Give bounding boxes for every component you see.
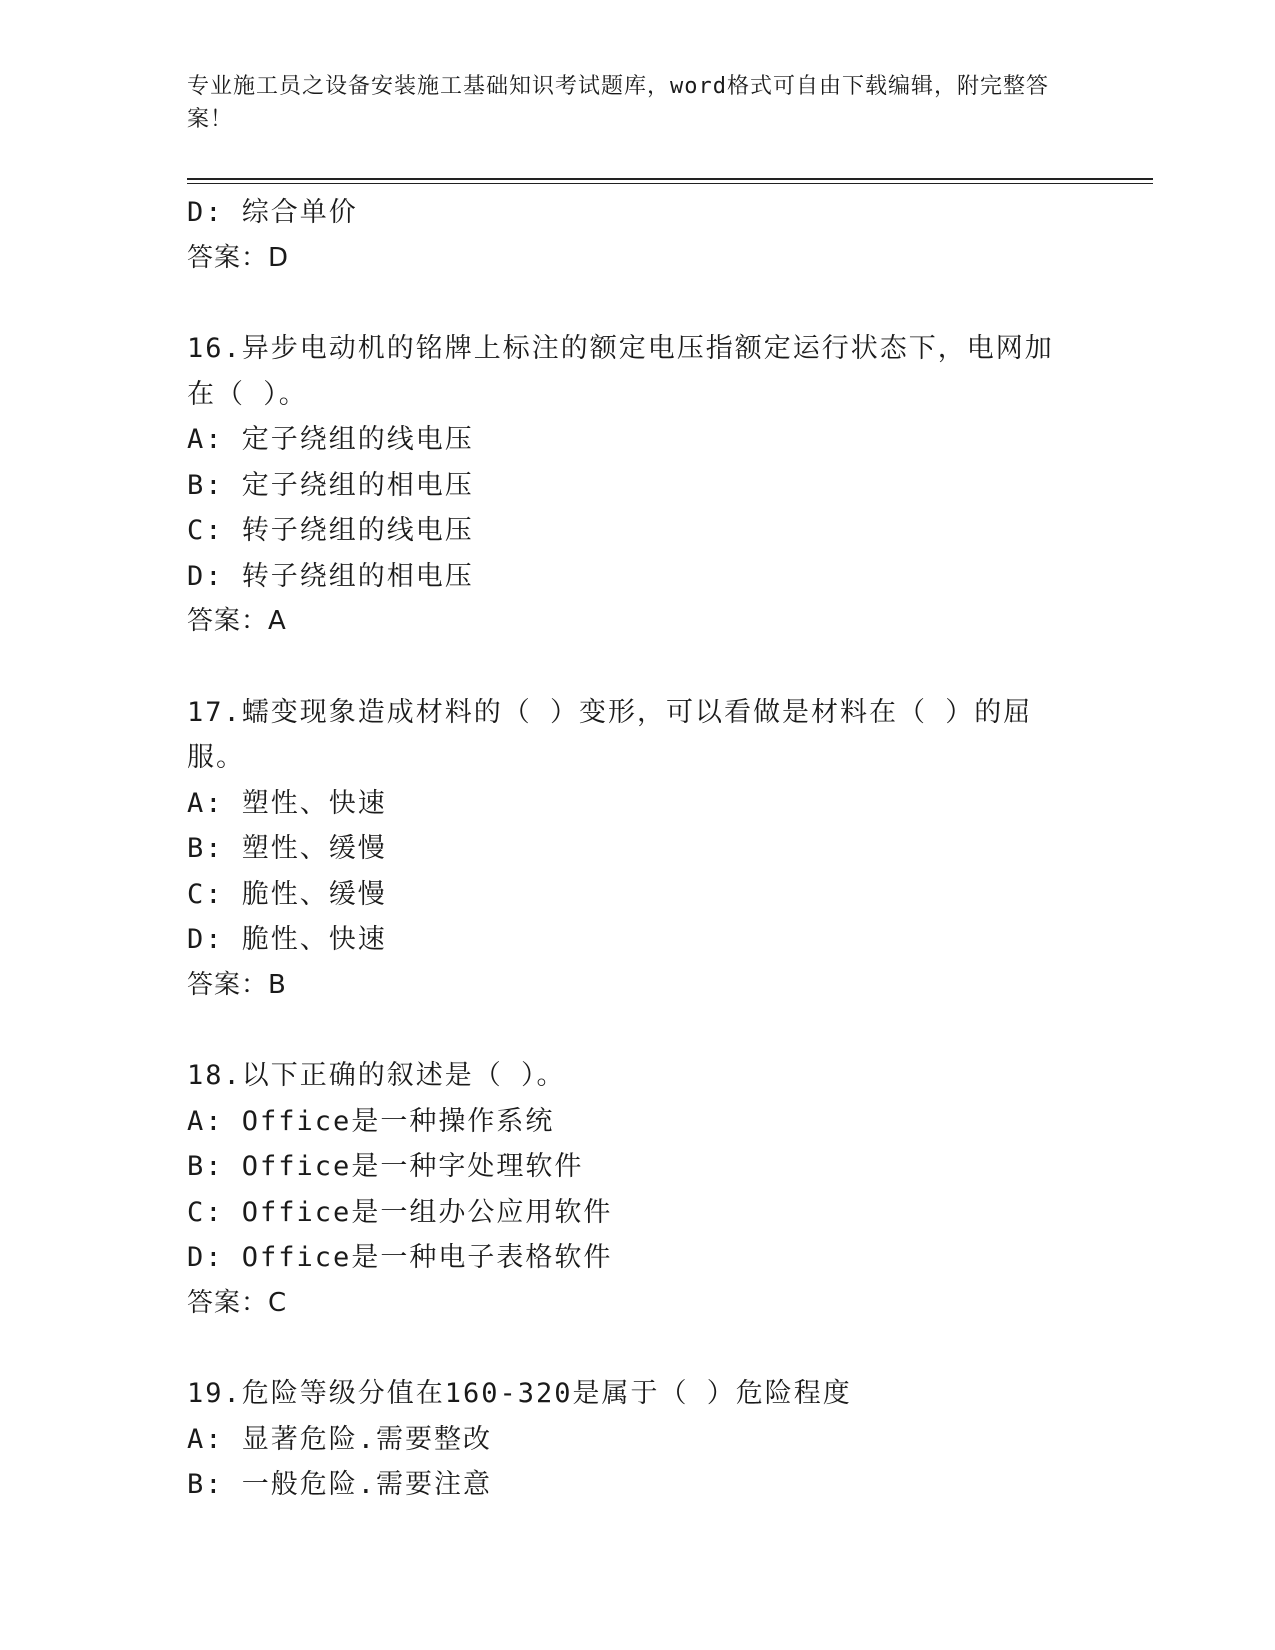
option-text: 转子绕组的相电压 (241, 560, 474, 592)
option-text: 脆性、快速 (241, 924, 387, 955)
question-17 (187, 690, 1087, 1009)
option-c (187, 872, 1087, 918)
option-text: 脆性、缓慢 (241, 878, 387, 910)
option-label: D: (187, 924, 224, 955)
option-a (187, 1417, 1087, 1463)
option-a (187, 781, 1087, 827)
option-b (187, 826, 1087, 872)
option-text: Office是一种字处理软件 (241, 1151, 584, 1182)
option-a (187, 417, 1087, 463)
question-stem: 17.蠕变现象造成材料的（ ）变形，可以看做是材料在（ ）的屈服。 (187, 696, 1033, 773)
answer-line: 答案：B (187, 969, 287, 1000)
option-label: B: (187, 1151, 224, 1182)
option-d (187, 917, 1087, 963)
option-d (187, 1235, 1087, 1281)
option-text: 显著危险.需要整改 (241, 1423, 493, 1455)
question-stem: 19.危险等级分值在160-320是属于（ ）危险程度 (187, 1378, 852, 1409)
option-label: B: (187, 833, 224, 864)
option-label: D: (187, 197, 224, 228)
option-label: C: (187, 1196, 224, 1228)
option-label: A: (187, 424, 224, 455)
answer-line: 答案：C (187, 1287, 288, 1318)
answer-line: 答案：D (187, 242, 290, 273)
option-text: 塑性、快速 (241, 787, 387, 819)
question-18 (187, 1053, 1087, 1326)
question-19 (187, 1371, 1087, 1508)
option-text: 定子绕组的相电压 (241, 469, 474, 501)
page-header: 专业施工员之设备安装施工基础知识考试题库，word格式可自由下载编辑，附完整答案！ (187, 74, 1049, 132)
option-text: 转子绕组的线电压 (241, 515, 474, 546)
option-c (187, 508, 1087, 554)
option-label: C: (187, 515, 224, 546)
option-text: 综合单价 (241, 197, 358, 228)
option-b (187, 463, 1087, 509)
option-a (187, 1099, 1087, 1145)
option-label: A: (187, 1423, 224, 1455)
option-d (187, 190, 1087, 236)
option-label: B: (187, 1469, 224, 1500)
option-text: Office是一种电子表格软件 (241, 1242, 613, 1273)
option-label: A: (187, 787, 224, 819)
option-text: 定子绕组的线电压 (241, 424, 474, 455)
option-label: A: (187, 1105, 224, 1137)
option-c (187, 1190, 1087, 1236)
option-label: C: (187, 878, 224, 910)
header-divider (187, 178, 1153, 180)
option-label: D: (187, 560, 224, 592)
question-stem: 18.以下正确的叙述是（ ）。 (187, 1060, 566, 1091)
option-label: B: (187, 469, 224, 501)
option-b (187, 1462, 1087, 1508)
header-divider-thin (187, 183, 1153, 184)
question-stem: 16.异步电动机的铭牌上标注的额定电压指额定运行状态下，电网加在（ ）。 (187, 333, 1054, 410)
document-body (187, 190, 1087, 1508)
question-15-tail (187, 190, 1087, 281)
option-b (187, 1144, 1087, 1190)
option-d (187, 554, 1087, 600)
option-text: 一般危险.需要注意 (241, 1469, 493, 1500)
option-text: 塑性、缓慢 (241, 833, 387, 864)
option-text: Office是一组办公应用软件 (241, 1196, 613, 1228)
answer-line: 答案：A (187, 606, 287, 636)
option-text: Office是一种操作系统 (241, 1105, 555, 1137)
question-16 (187, 326, 1087, 645)
option-label: D: (187, 1242, 224, 1273)
